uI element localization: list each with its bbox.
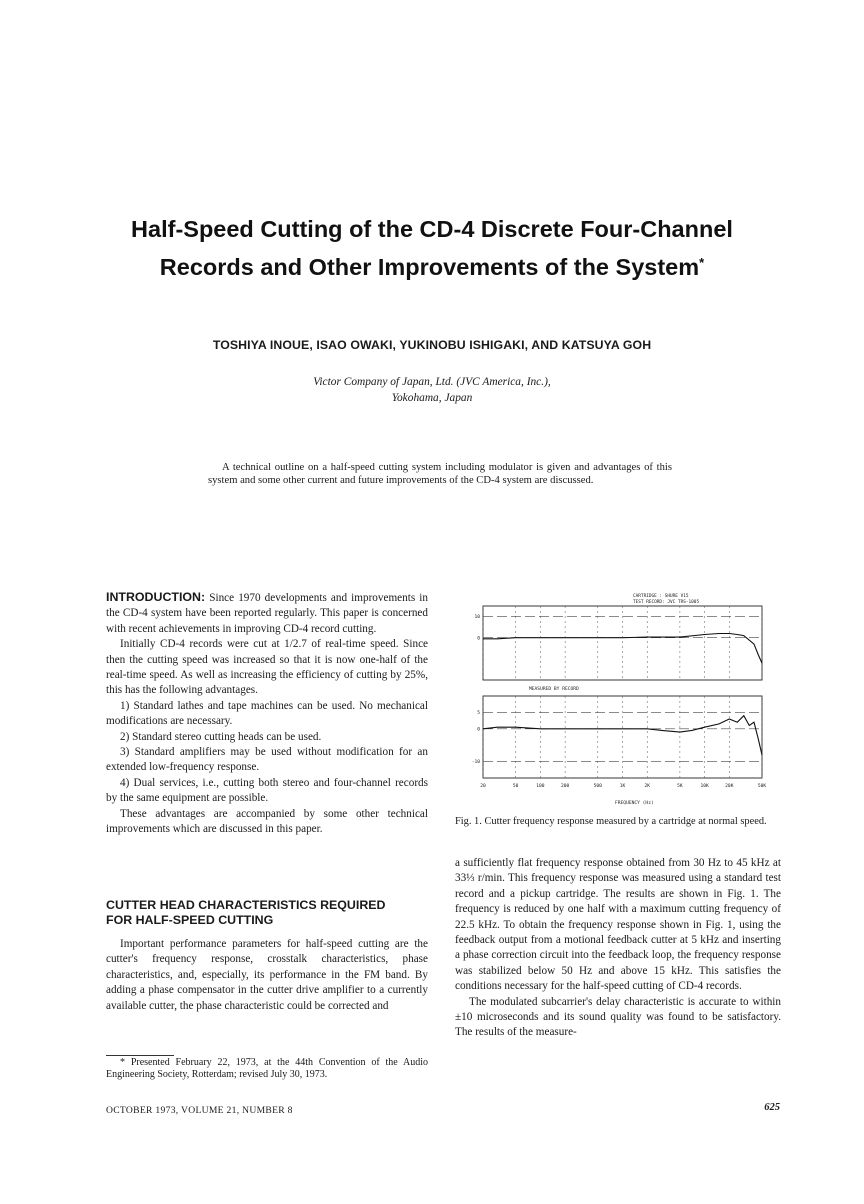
intro-paragraph: These advantages are accompanied by some other technical improvements which are discussed in this paper. bbox=[106, 807, 428, 836]
y-tick-label: -10 bbox=[471, 760, 480, 766]
x-tick-label: 50 bbox=[512, 784, 519, 789]
introduction-section bbox=[106, 590, 428, 838]
intro-paragraph: Initially CD-4 records were cut at 1/2.7 of real-time speed. Since then the cutting speed was increased so that it is now one-half of the real-time speed. As well as increasing the efficiency of cutting by 25%, this has the following advantages. bbox=[106, 638, 428, 697]
x-tick-label: 2K bbox=[644, 784, 650, 789]
advantage-item: 1) Standard lathes and tape machines can be used. No mechanical modifications are necessary. bbox=[106, 699, 428, 728]
abstract: A technical outline on a half-speed cutting system including modulator is given and advantages of this system and some other current and future improvements of the CD-4 system are discussed. bbox=[208, 462, 672, 486]
x-tick-label: 500 bbox=[593, 784, 602, 789]
chart-legend-line: TEST RECORD: JVC TRS-1005 bbox=[633, 600, 700, 605]
y-tick-label: 0 bbox=[477, 636, 480, 642]
frequency-response-figure bbox=[455, 588, 785, 810]
chart-legend-line: CARTRIDGE : SHURE V15 bbox=[633, 594, 689, 599]
page-number: 625 bbox=[764, 1102, 780, 1113]
title-footnote-mark: * bbox=[699, 255, 705, 270]
y-tick-label: 5 bbox=[477, 711, 480, 716]
x-tick-label: 100 bbox=[536, 784, 545, 789]
x-tick-label: 20 bbox=[480, 784, 486, 789]
advantage-item: 3) Standard amplifiers may be used without modification for an extended low-frequency response. bbox=[106, 746, 428, 774]
intro-paragraph: Since 1970 developments and improvements in the CD-4 system have been reported regularly. This paper is concerned with recent achievements in improving CD-4 record cutting. bbox=[106, 592, 428, 635]
footnote: * Presented February 22, 1973, at the 44th Convention of the Audio Engineering Society, Rotterdam; revised July 30, 1973. bbox=[106, 1057, 428, 1080]
chart-mid-label: MEASURED BY RECORD bbox=[529, 687, 579, 692]
x-tick-label: 200 bbox=[560, 784, 570, 789]
section-paragraph: Important performance parameters for half-speed cutting are the cutter's frequency response, crosstalk characteristics, phase characteristics, and, especially, its performance in the FM band. By adding a phase compensator in the cutter drive amplifier to a currently available cutter, the phase characteristic could be corrected and bbox=[106, 938, 428, 1012]
cutter-head-section bbox=[106, 898, 428, 1014]
body-paragraph: The modulated subcarrier's delay characteristic is accurate to within ±10 microseconds and its sound quality was found to be satisfactory. The results of the measure- bbox=[455, 995, 781, 1039]
x-tick-label: 20K bbox=[725, 784, 734, 789]
figure-caption: Fig. 1. Cutter frequency response measured by a cartridge at normal speed. bbox=[455, 816, 767, 827]
x-tick-label: 10K bbox=[700, 784, 709, 789]
advantage-item: 4) Dual services, i.e., cutting both stereo and four-channel records by the same equipment are possible. bbox=[106, 776, 428, 805]
response-curve bbox=[483, 634, 762, 664]
affiliation: Victor Company of Japan, Ltd. (JVC America, Inc.), Yokohama, Japan bbox=[313, 376, 551, 404]
body-paragraph: a sufficiently flat frequency response obtained from 30 Hz to 45 kHz at 33⅓ r/min. This frequency response was measured using a standard test record and a pickup cartridge. The results are shown in Fig. 1. The frequency is reduced by one half with a maximum cutting frequency of 22.5 kHz. To obtain the frequency response shown in Fig. 1, using the feedback output from a motional feedback cutter at 5 kHz and inserting a phase correction circuit into the feedback loop, the frequency response was stabilized below 50 Hz and above 15 kHz. This satisfies the conditions necessary for the half-speed cutting of CD-4 records. bbox=[455, 857, 781, 993]
footnote-rule bbox=[106, 1055, 174, 1056]
x-tick-label: 5K bbox=[677, 784, 683, 789]
intro-heading: INTRODUCTION: bbox=[106, 590, 206, 604]
journal-info: OCTOBER 1973, VOLUME 21, NUMBER 8 bbox=[106, 1105, 293, 1116]
y-tick-label: 10 bbox=[474, 615, 480, 621]
x-axis-label: FREQUENCY (Hz) bbox=[615, 801, 654, 806]
x-tick-label: 1K bbox=[619, 784, 626, 789]
y-tick-label: 0 bbox=[477, 727, 480, 733]
advantage-item: 2) Standard stereo cutting heads can be used. bbox=[120, 730, 322, 743]
authors: TOSHIYA INOUE, ISAO OWAKI, YUKINOBU ISHIGAKI, AND KATSUYA GOH bbox=[212, 338, 652, 352]
paper-title: Half-Speed Cutting of the CD-4 Discrete Four-Channel Records and Other Improvements of the System* bbox=[131, 216, 733, 280]
right-column-text bbox=[455, 856, 781, 1041]
section-heading: CUTTER HEAD CHARACTERISTICS REQUIRED FOR HALF-SPEED CUTTING bbox=[106, 898, 386, 927]
x-tick-label: 50K bbox=[757, 784, 767, 789]
